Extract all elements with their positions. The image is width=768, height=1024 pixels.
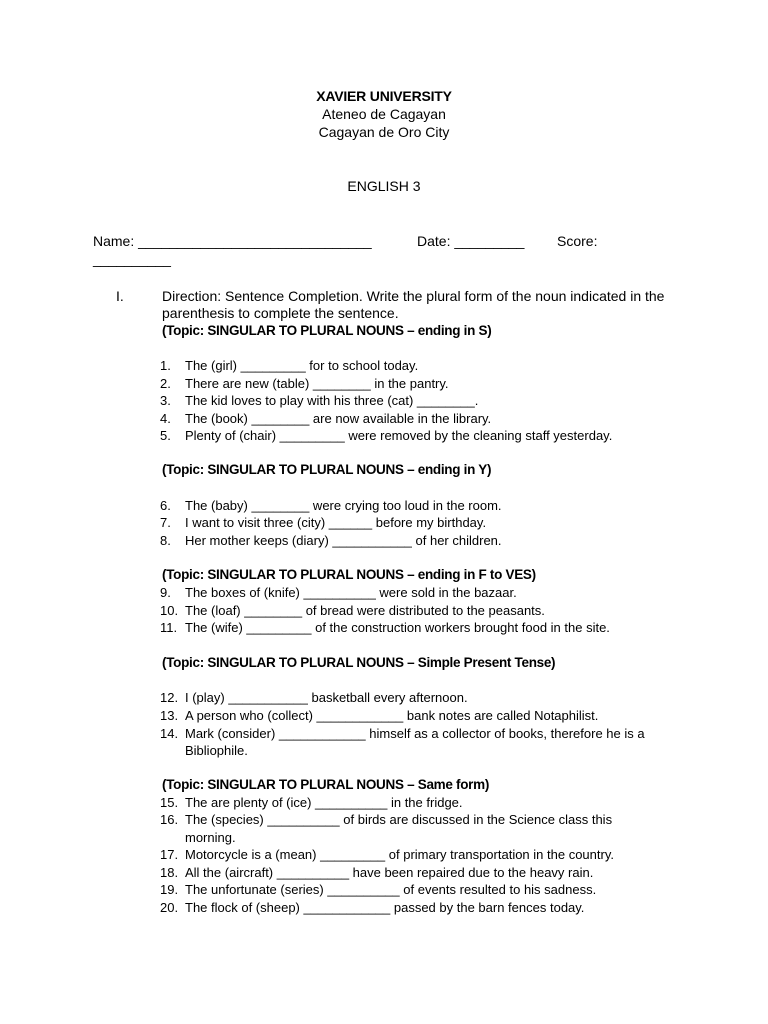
question-text: The boxes of (knife) __________ were sold in the bazaar. (185, 585, 517, 600)
question-item (160, 708, 598, 723)
question-text: Motorcycle is a (mean) _________ of primary transportation in the country. (185, 847, 614, 862)
question-number: 19. (160, 882, 179, 897)
question-item (160, 498, 502, 513)
question-item (160, 515, 486, 530)
question-number: 18. (160, 865, 179, 880)
topic-heading-simple-present: (Topic: SINGULAR TO PLURAL NOUNS – Simple Present Tense) (162, 655, 556, 670)
topic-heading-f-to-ves: (Topic: SINGULAR TO PLURAL NOUNS – ending in F to VES) (162, 567, 536, 582)
date-field-label: Date: _________ (417, 233, 525, 249)
question-item (160, 411, 491, 426)
question-number: 15. (160, 795, 179, 810)
question-text-continuation: Bibliophile. (185, 743, 248, 758)
question-number: 9. (160, 585, 171, 600)
question-item (160, 533, 502, 548)
question-item (160, 812, 612, 827)
question-item (160, 585, 517, 600)
question-text: The flock of (sheep) ____________ passed by the barn fences today. (185, 900, 585, 915)
question-number: 10. (160, 603, 179, 618)
question-item (160, 900, 584, 915)
direction-text-line-2: parenthesis to complete the sentence. (162, 305, 399, 321)
school-city: Cagayan de Oro City (318, 124, 450, 140)
question-text: The are plenty of (ice) __________ in the fridge. (185, 795, 463, 810)
question-item (160, 795, 463, 810)
school-name: XAVIER UNIVERSITY (316, 88, 452, 104)
school-subtitle: Ateneo de Cagayan (322, 106, 446, 122)
direction-text-line-1: Direction: Sentence Completion. Write the plural form of the noun indicated in the (162, 288, 665, 304)
question-item (160, 726, 645, 741)
question-text-continuation: morning. (185, 830, 236, 845)
question-text: Her mother keeps (diary) ___________ of her children. (185, 533, 502, 548)
question-item (160, 847, 614, 862)
question-number: 14. (160, 726, 179, 741)
question-number: 17. (160, 847, 179, 862)
question-text: The (species) __________ of birds are discussed in the Science class this (185, 812, 613, 827)
topic-heading-y: (Topic: SINGULAR TO PLURAL NOUNS – ending in Y) (162, 462, 492, 477)
course-title: ENGLISH 3 (347, 178, 421, 194)
question-item (160, 690, 468, 705)
question-number: 12. (160, 690, 179, 705)
question-item (160, 358, 418, 373)
question-text: All the (aircraft) __________ have been repaired due to the heavy rain. (185, 865, 594, 880)
question-number: 20. (160, 900, 179, 915)
question-number: 3. (160, 393, 171, 408)
question-text: The (baby) ________ were crying too loud in the room. (185, 498, 502, 513)
name-field-label: Name: ______________________________ (93, 233, 372, 249)
question-text: The (loaf) ________ of bread were distributed to the peasants. (185, 603, 545, 618)
question-text: Plenty of (chair) _________ were removed by the cleaning staff yesterday. (185, 428, 613, 443)
question-text: The (wife) _________ of the construction workers brought food in the site. (185, 620, 610, 635)
question-item (160, 376, 449, 391)
question-text: A person who (collect) ____________ bank notes are called Notaphilist. (185, 708, 599, 723)
question-item (160, 428, 612, 443)
question-item (160, 393, 478, 408)
question-number: 8. (160, 533, 171, 548)
question-text: There are new (table) ________ in the pantry. (185, 376, 449, 391)
question-number: 11. (160, 620, 178, 635)
question-text: The unfortunate (series) __________ of events resulted to his sadness. (185, 882, 597, 897)
question-number: 6. (160, 498, 171, 513)
score-field-label: Score: (557, 233, 598, 249)
question-number: 7. (160, 515, 171, 530)
score-field-line: __________ (93, 251, 171, 267)
question-text: The (girl) _________ for to school today. (185, 358, 419, 373)
question-number: 2. (160, 376, 171, 391)
question-text: Mark (consider) ____________ himself as a collector of books, therefore he is a (185, 726, 645, 741)
question-text: I want to visit three (city) ______ before my birthday. (185, 515, 487, 530)
topic-heading-same-form: (Topic: SINGULAR TO PLURAL NOUNS – Same form) (162, 777, 490, 792)
topic-heading-s: (Topic: SINGULAR TO PLURAL NOUNS – ending in S) (162, 323, 492, 338)
question-text: The kid loves to play with his three (cat) ________. (185, 393, 479, 408)
question-item (160, 882, 596, 897)
question-number: 13. (160, 708, 179, 723)
question-text: The (book) ________ are now available in the library. (185, 411, 492, 426)
question-number: 5. (160, 428, 171, 443)
question-number: 4. (160, 411, 171, 426)
section-number: I. (116, 288, 124, 304)
question-item (160, 620, 610, 635)
question-item (160, 865, 593, 880)
question-item (160, 603, 545, 618)
question-number: 16. (160, 812, 179, 827)
question-text: I (play) ___________ basketball every afternoon. (185, 690, 468, 705)
question-number: 1. (160, 358, 171, 373)
